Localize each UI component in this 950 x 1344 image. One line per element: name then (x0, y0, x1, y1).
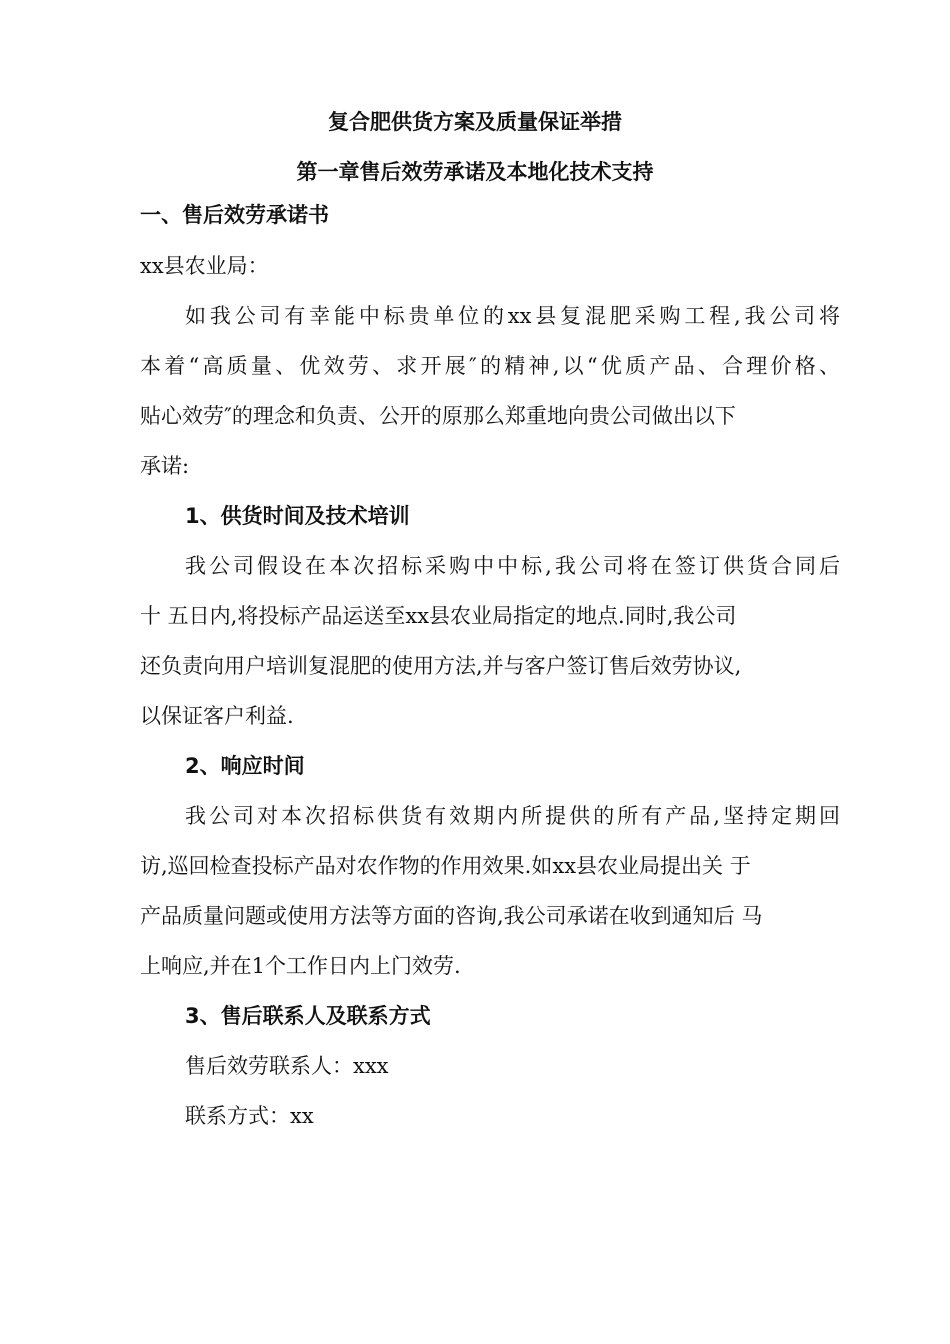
item2-line-4: 上响应,并在1个工作日内上门效劳. (140, 954, 461, 978)
chapter-title: 第一章售后效劳承诺及本地化技术支持 (296, 160, 654, 184)
intro-line-4: 承诺: (140, 454, 190, 478)
document-title: 复合肥供货方案及质量保证举措 (328, 110, 622, 134)
contact-person: 售后效劳联系人：xxx (185, 1054, 389, 1078)
section-heading: 一、售后效劳承诺书 (140, 203, 329, 227)
item1-heading: 1、供货时间及技术培训 (185, 504, 410, 528)
item1-line-4: 以保证客户利益. (140, 704, 294, 728)
addressee: xx县农业局： (140, 254, 269, 278)
intro-line-3: 贴心效劳″的理念和负责、公开的原那么郑重地向贵公司做出以下 (140, 404, 736, 428)
item1-line-3: 还负责向用户培训复混肥的使用方法,并与客户签订售后效劳协议, (140, 654, 742, 678)
item2-line-2: 访,巡回检查投标产品对农作物的作用效果.如xx县农业局提出关 于 (140, 854, 751, 878)
item2-line-1: 我公司对本次招标供货有效期内所提供的所有产品,坚持定期回 (185, 804, 840, 828)
item2-heading: 2、响应时间 (185, 754, 305, 778)
item1-line-1: 我公司假设在本次招标采购中中标,我公司将在签订供货合同后 (185, 554, 840, 578)
intro-line-1: 如我公司有幸能中标贵单位的xx县复混肥采购工程,我公司将 (185, 304, 840, 328)
item1-line-2: 十 五日内,将投标产品运送至xx县农业局指定的地点.同时,我公司 (140, 604, 737, 628)
intro-line-2: 本着“高质量、优效劳、求开展″的精神,以“优质产品、合理价格、 (140, 354, 840, 378)
contact-method: 联系方式：xx (185, 1104, 314, 1128)
item2-line-3: 产品质量问题或使用方法等方面的咨询,我公司承诺在收到通知后 马 (140, 904, 763, 928)
item3-heading: 3、售后联系人及联系方式 (185, 1004, 431, 1028)
